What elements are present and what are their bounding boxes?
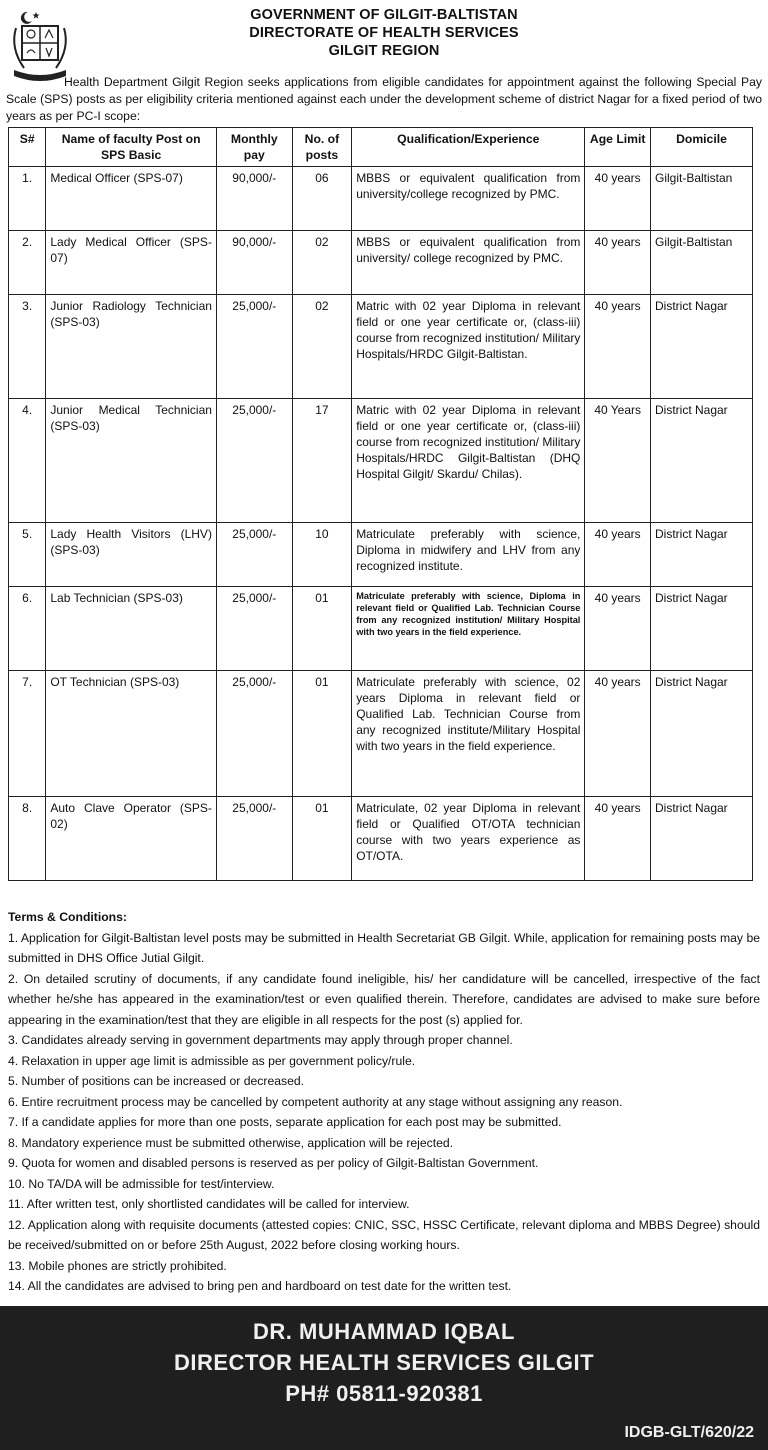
cell-domicile: District Nagar <box>650 797 752 881</box>
cell-qualification: Matriculate, 02 year Diploma in relevant field or Qualified OT/OTA technician course with two years experience as OT/OTA. <box>352 797 585 881</box>
terms-item: 9. Quota for women and disabled persons is reserved as per policy of Gilgit-Baltistan Government. <box>8 1156 539 1170</box>
cell-pay: 25,000/- <box>216 523 292 587</box>
table-row <box>9 399 753 523</box>
cell-age: 40 Years <box>585 399 651 523</box>
cell-name: Medical Officer (SPS-07) <box>46 167 217 231</box>
cell-age: 40 years <box>585 671 651 797</box>
government-emblem-icon <box>8 8 72 86</box>
terms-item: 11. After written test, only shortlisted candidates will be called for interview. <box>8 1197 410 1211</box>
table-row <box>9 671 753 797</box>
table-row <box>9 797 753 881</box>
cell-sn: 4. <box>9 399 46 523</box>
cell-posts: 02 <box>292 231 352 295</box>
cell-domicile: District Nagar <box>650 523 752 587</box>
header-name: Name of faculty Post on SPS Basic <box>46 128 217 167</box>
terms-and-conditions <box>6 907 762 1297</box>
cell-qualification: Matric with 02 year Diploma in relevant field or one year certificate or, (class-iii) course from recognized institution/ Military Hospitals/HRDC Gilgit-Baltistan. <box>352 295 585 399</box>
terms-item: 6. Entire recruitment process may be cancelled by competent authority at any stage without assigning any reason. <box>8 1094 623 1109</box>
cell-domicile: District Nagar <box>650 295 752 399</box>
terms-item: 12. Application along with requisite documents (attested copies: CNIC, SSC, HSSC Certificate, relevant diploma and MBBS Degree) should be received/submitted on or before 25th August, 2022 before closing working hours. <box>8 1217 760 1252</box>
cell-posts: 01 <box>292 797 352 881</box>
cell-posts: 17 <box>292 399 352 523</box>
cell-sn: 7. <box>9 671 46 797</box>
cell-pay: 25,000/- <box>216 797 292 881</box>
cell-age: 40 years <box>585 295 651 399</box>
header-pay: Monthly pay <box>216 128 292 167</box>
terms-item: 8. Mandatory experience must be submitted otherwise, application will be rejected. <box>8 1135 454 1150</box>
cell-sn: 5. <box>9 523 46 587</box>
cell-qualification: Matric with 02 year Diploma in relevant field or one year certificate or, (class-iii) course from recognized institution/ Military Hospitals/HRDC Gilgit-Baltistan (DHQ Hospital Gilgit/ Skardu/ Chilas). <box>352 399 585 523</box>
cell-domicile: District Nagar <box>650 587 752 671</box>
cell-age: 40 years <box>585 167 651 231</box>
cell-age: 40 years <box>585 231 651 295</box>
intro-paragraph: Health Department Gilgit Region seeks applications from eligible candidates for appointment against the following Special Pay Scale (SPS) posts as per eligibility criteria mentioned against each under the development scheme of district Nagar for a fixed period of two years as per PC-I scope: <box>6 75 762 123</box>
cell-sn: 6. <box>9 587 46 671</box>
cell-name: Lab Technician (SPS-03) <box>46 587 217 671</box>
reference-number: IDGB-GLT/620/22 <box>624 1424 754 1441</box>
cell-name: Lady Medical Officer (SPS-07) <box>46 231 217 295</box>
cell-domicile: Gilgit-Baltistan <box>650 231 752 295</box>
terms-title: Terms & Conditions: <box>8 910 127 924</box>
government-title: GOVERNMENT OF GILGIT-BALTISTAN <box>250 7 518 23</box>
cell-qualification: Matriculate preferably with science, 02 years Diploma in relevant field or Qualified Lab. Technician Course from any recognized institute/Military Hospital with two years in the field experience. <box>352 671 585 797</box>
cell-qualification: MBBS or equivalent qualification from university/college recognized by PMC. <box>352 167 585 231</box>
cell-pay: 90,000/- <box>216 231 292 295</box>
cell-pay: 90,000/- <box>216 167 292 231</box>
cell-name: Lady Health Visitors (LHV) (SPS-03) <box>46 523 217 587</box>
header-posts: No. of posts <box>292 128 352 167</box>
table-row <box>9 167 753 231</box>
header-age: Age Limit <box>585 128 651 167</box>
cell-qualification: Matriculate preferably with science, Diploma in midwifery and LHV from any recognized institute. <box>352 523 585 587</box>
cell-posts: 01 <box>292 587 352 671</box>
header-sn: S# <box>9 128 46 167</box>
header-qualification: Qualification/Experience <box>352 128 585 167</box>
cell-age: 40 years <box>585 523 651 587</box>
terms-item: 3. Candidates already serving in government departments may apply through proper channel. <box>8 1033 513 1047</box>
terms-item: 5. Number of positions can be increased or decreased. <box>8 1074 305 1088</box>
terms-item: 13. Mobile phones are strictly prohibited. <box>8 1258 227 1273</box>
cell-posts: 01 <box>292 671 352 797</box>
cell-name: Junior Radiology Technician (SPS-03) <box>46 295 217 399</box>
terms-item: 4. Relaxation in upper age limit is admissible as per government policy/rule. <box>8 1053 416 1068</box>
cell-qualification: MBBS or equivalent qualification from university/ college recognized by PMC. <box>352 231 585 295</box>
director-designation: DIRECTOR HEALTH SERVICES GILGIT <box>173 1350 595 1375</box>
cell-pay: 25,000/- <box>216 587 292 671</box>
director-name: DR. MUHAMMAD IQBAL <box>253 1319 515 1344</box>
table-header-row <box>9 128 753 167</box>
table-row <box>9 523 753 587</box>
cell-domicile: District Nagar <box>650 399 752 523</box>
directorate-title: DIRECTORATE OF HEALTH SERVICES <box>249 25 519 41</box>
terms-item: 10. No TA/DA will be admissible for test/interview. <box>8 1176 275 1191</box>
cell-name: OT Technician (SPS-03) <box>46 671 217 797</box>
terms-item: 1. Application for Gilgit-Baltistan level posts may be submitted in Health Secretariat GB Gilgit. While, application for remaining posts may be submitted in DHS Office Jutial Gilgit. <box>8 930 760 965</box>
cell-name: Auto Clave Operator (SPS-02) <box>46 797 217 881</box>
cell-posts: 02 <box>292 295 352 399</box>
terms-item: 14. All the candidates are advised to bring pen and hardboard on test date for the written test. <box>8 1279 512 1293</box>
footer-signature-block <box>0 1306 768 1450</box>
cell-pay: 25,000/- <box>216 295 292 399</box>
cell-age: 40 years <box>585 587 651 671</box>
cell-domicile: Gilgit-Baltistan <box>650 167 752 231</box>
cell-sn: 2. <box>9 231 46 295</box>
header-domicile: Domicile <box>650 128 752 167</box>
terms-item: 7. If a candidate applies for more than one posts, separate application for each post may be submitted. <box>8 1115 562 1129</box>
cell-sn: 8. <box>9 797 46 881</box>
table-row <box>9 295 753 399</box>
cell-sn: 3. <box>9 295 46 399</box>
posts-table <box>8 127 753 881</box>
cell-domicile: District Nagar <box>650 671 752 797</box>
cell-posts: 06 <box>292 167 352 231</box>
terms-item: 2. On detailed scrutiny of documents, if any candidate found ineligible, his/ her candidature will be cancelled, irrespective of the fact whether he/she has appeared in the examination/test or even qualified therein. Therefore, candidates are advised to make sure before appearing in the examination/test that they are eligible in all respects for the post (s) applied for. <box>8 971 760 1027</box>
table-row <box>9 587 753 671</box>
region-title: GILGIT REGION <box>328 43 440 59</box>
cell-sn: 1. <box>9 167 46 231</box>
table-row <box>9 231 753 295</box>
cell-pay: 25,000/- <box>216 399 292 523</box>
header <box>6 6 762 78</box>
phone-number: PH# 05811-920381 <box>285 1381 483 1406</box>
cell-pay: 25,000/- <box>216 671 292 797</box>
cell-posts: 10 <box>292 523 352 587</box>
cell-name: Junior Medical Technician (SPS-03) <box>46 399 217 523</box>
cell-qualification: Matriculate preferably with science, Diploma in relevant field or Qualified Lab. Technician Course from any recognized institution/ Military Hospital with two years in the field experience. <box>352 587 585 671</box>
cell-age: 40 years <box>585 797 651 881</box>
